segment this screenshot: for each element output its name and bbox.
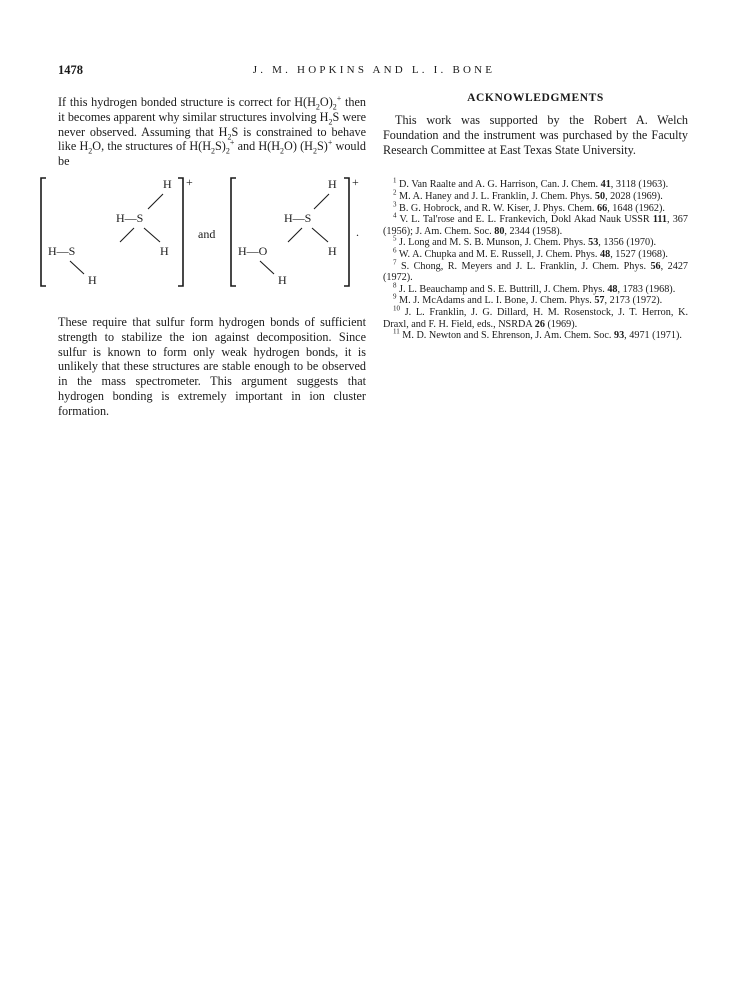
right-bracket-open <box>231 178 236 286</box>
reference-item: $^2$ M. A. Haney and J. L. Franklin, J. Chem. Phys. 50, 2028 (1969). <box>393 188 663 202</box>
right-h-o-lower: H—O <box>238 244 268 258</box>
right-h-s-upper: H—S <box>284 211 312 225</box>
right-bracket-close <box>344 178 349 286</box>
reference-item: $^{10}$ J. L. Franklin, J. G. Dillard, H. M. Rosenstock, J. T. Herron, K. Draxl, and F. H. Field, eds., NSRDA 26 (1969). <box>383 304 689 330</box>
right-bond-2 <box>288 228 302 242</box>
right-bond-1 <box>314 194 329 209</box>
right-bond-4 <box>260 261 274 274</box>
left-charge: + <box>186 176 193 189</box>
left-h-top: H <box>163 177 172 191</box>
left-bond-3 <box>144 228 160 242</box>
acknowledgments-heading: ACKNOWLEDGMENTS <box>467 92 604 104</box>
references-list <box>383 179 688 341</box>
left-bond-1 <box>148 194 163 209</box>
left-h-bottom: H <box>88 273 97 287</box>
reference-item: $^5$ J. Long and M. S. B. Munson, J. Chem. Phys. 53, 1356 (1970). <box>393 234 657 249</box>
reference-item: $^8$ J. L. Beauchamp and S. E. Buttrill, J. Chem. Phys. 48, 1783 (1968). <box>393 281 676 295</box>
reference-item: $^1$ D. Van Raalte and A. G. Harrison, Can. J. Chem. 41, 3118 (1963). <box>393 177 669 191</box>
reference-item: $^3$ B. G. Hobrock, and R. W. Kiser, J. Phys. Chem. 66, 1648 (1962). <box>393 200 665 214</box>
end-period: . <box>356 225 359 239</box>
reference-item: $^4$ V. L. Tal'rose and E. L. Frankevich, Dokl Akad Nauk USSR 111, 367 (1956); J. Am. Chem. Soc. 80, 2344 (1958). <box>383 211 688 237</box>
structures-svg <box>36 176 382 288</box>
running-head: J. M. HOPKINS AND L. I. BONE <box>252 64 496 76</box>
left-bond-2 <box>120 228 134 242</box>
left-bond-4 <box>70 261 84 274</box>
right-bond-3 <box>312 228 328 242</box>
page-number: 1478 <box>58 63 83 77</box>
ion-structures-figure <box>36 176 382 288</box>
paragraph-conclusion: These require that sulfur form hydrogen bonds of sufficient strength to stabilize the ion against decomposition. Since sulfur is known to form only weak hydrogen bonds, it is unlikely that these structures are stable enough to be observed in the mass spectrometer. This argument suggests that hydrogen bonding is extremely important in ion cluster formation. <box>58 314 366 418</box>
right-h-top: H <box>328 177 337 191</box>
left-h-right: H <box>160 244 169 258</box>
left-h-s-upper: H—S <box>116 211 144 225</box>
right-h-right: H <box>328 244 337 258</box>
reference-item: $^9$ M. J. McAdams and L. I. Bone, J. Chem. Phys. 57, 2173 (1972). <box>393 292 663 307</box>
reference-item: $^{11}$ M. D. Newton and S. Ehrenson, J. Am. Chem. Soc. 93, 4971 (1971). <box>393 327 682 342</box>
paragraph-intro: If this hydrogen bonded structure is correct for $H(H_2O)_2^+$ then it becomes apparent why similar structures involving $H_2S$ were never observed. Assuming that $H_2S$ is constrained to behave like $H_2O$, the structures of $H(H_2S)_2^+$ and $H(H_2O)$ $(H_2S)^+$ would be <box>58 93 367 169</box>
right-column <box>383 92 688 342</box>
right-h-bottom: H <box>278 273 287 287</box>
reference-item: $^6$ W. A. Chupka and M. E. Russell, J. Chem. Phys. 48, 1527 (1968). <box>393 246 668 260</box>
right-charge: + <box>352 176 359 189</box>
left-bracket-open <box>41 178 46 286</box>
reference-item: $^7$ S. Chong, R. Meyers and J. L. Franklin, J. Chem. Phys. 56, 2427 (1972). <box>383 258 689 284</box>
acknowledgments-text: This work was supported by the Robert A. Welch Foundation and the instrument was purchased by the Faculty Research Committee at East Texas State University. <box>383 113 688 157</box>
left-bracket-close <box>178 178 183 286</box>
left-h-s-lower: H—S <box>48 244 76 258</box>
connector-and: and <box>198 227 216 241</box>
